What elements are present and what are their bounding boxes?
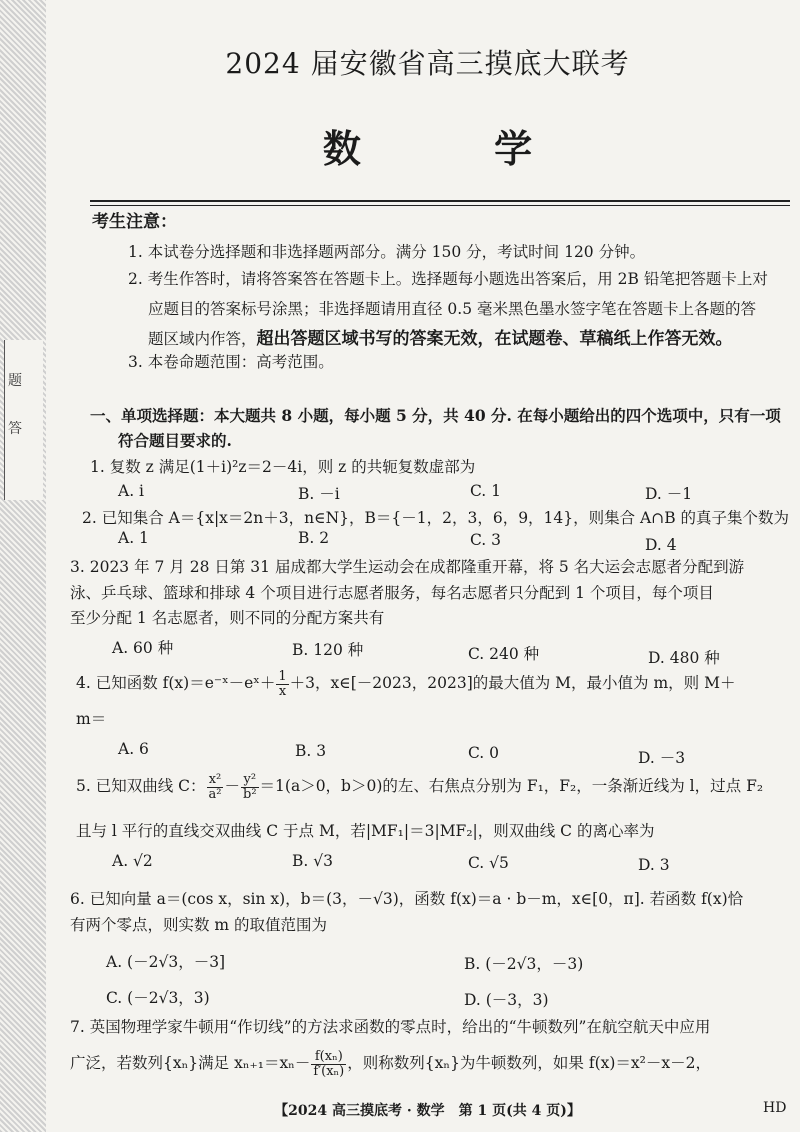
binding-char-da: 答 — [8, 421, 22, 437]
q1-option-c: C. 1 — [470, 482, 502, 500]
q6-option-c: C. (－2√3，3) — [106, 989, 210, 1007]
notice-item-1: 1. 本试卷分选择题和非选择题两部分。满分 150 分，考试时间 120 分钟。 — [128, 243, 646, 261]
q4-option-a: A. 6 — [118, 740, 149, 758]
q6-line-1: 6. 已知向量 a＝(cos x，sin x)，b＝(3，－√3)，函数 f(x)＝a · b－m，x∈[0，π]. 若函数 f(x)恰 — [70, 890, 744, 908]
q2-option-b: B. 2 — [298, 529, 330, 547]
q4-line-2: m＝ — [76, 710, 107, 728]
q7-line-2 — [70, 1050, 711, 1078]
q2-option-d: D. 4 — [645, 536, 677, 554]
binding-char-ti: 题 — [8, 373, 22, 389]
section-1-heading-cont: 符合题目要求的. — [118, 431, 232, 450]
q7-frac-num: f(xₙ) — [311, 1050, 346, 1065]
q3-option-d: D. 480 种 — [648, 649, 720, 667]
q6-line-2: 有两个零点，则实数 m 的取值范围为 — [70, 916, 328, 934]
q5-fraction-y — [241, 773, 259, 801]
q7-frac-den: f′(xₙ) — [313, 1063, 345, 1079]
q6-option-a: A. (－2√3，－3] — [106, 953, 226, 971]
q5-stem — [76, 773, 763, 801]
q7-line-2-post: ，则称数列{xₙ}为牛顿数列，如果 f(x)＝x²－x－2， — [347, 1054, 711, 1073]
q2-option-a: A. 1 — [118, 529, 149, 547]
page-footer: 【2024 高三摸底考 · 数学 第 1 页(共 4 页)】 — [274, 1103, 581, 1119]
q4-option-b: B. 3 — [295, 742, 327, 760]
exam-title: 2024 届安徽省高三摸底大联考 — [225, 47, 630, 80]
q6-option-b: B. (－2√3，－3) — [464, 955, 584, 973]
footer-code: HD — [763, 1100, 787, 1116]
q4-fraction — [276, 670, 288, 698]
q5-frac1-num: x² — [207, 773, 224, 788]
q3-line-3: 至少分配 1 名志愿者，则不同的分配方案共有 — [70, 609, 385, 627]
q5-stem-post: ＝1(a＞0，b＞0)的左、右焦点分别为 F₁，F₂，一条渐近线为 l，过点 F₂ — [259, 777, 764, 796]
q1-stem: 1. 复数 z 满足(1＋i)²z＝2－4i，则 z 的共轭复数虚部为 — [90, 458, 476, 476]
q3-option-a: A. 60 种 — [112, 639, 174, 657]
q5-fraction-x — [207, 773, 224, 801]
subject-title: 数 学 — [322, 126, 593, 171]
q3-option-c: C. 240 种 — [468, 645, 540, 663]
q5-minus: － — [224, 777, 240, 796]
q1-option-a: A. i — [118, 482, 145, 500]
header-rule — [90, 200, 790, 202]
q4-stem-pre: 4. 已知函数 f(x)＝e⁻ˣ－eˣ＋ — [76, 674, 276, 693]
q5-option-c: C. √5 — [468, 854, 509, 872]
notice-warning: 超出答题区域书写的答案无效，在试题卷、草稿纸上作答无效。 — [256, 329, 733, 349]
q7-fraction — [311, 1050, 346, 1078]
q1-option-d: D. －1 — [645, 485, 693, 503]
notice-item-3: 3. 本卷命题范围：高考范围。 — [128, 353, 334, 371]
q7-line-1: 7. 英国物理学家牛顿用“作切线”的方法求函数的零点时，给出的“牛顿数列”在航空航天中应用 — [70, 1018, 711, 1036]
q3-line-1: 3. 2023 年 7 月 28 日第 31 届成都大学生运动会在成都隆重开幕，将 5 名大运会志愿者分配到游 — [70, 558, 745, 576]
q4-option-d: D. －3 — [638, 749, 686, 767]
q6-option-d: D. (－3，3) — [464, 991, 549, 1009]
q4-option-c: C. 0 — [468, 744, 500, 762]
section-1-heading: 一、单项选择题：本大题共 8 小题，每小题 5 分，共 40 分. 在每小题给出的四个选项中，只有一项 — [90, 406, 781, 425]
q5-option-b: B. √3 — [292, 852, 333, 870]
notice-item-2-text: 题区域内作答， — [148, 330, 257, 348]
q5-frac1-den: a² — [208, 786, 222, 802]
notice-item-2-line3 — [148, 329, 733, 349]
q2-option-c: C. 3 — [470, 531, 502, 549]
q7-line-2-pre: 广泛，若数列{xₙ}满足 xₙ₊₁＝xₙ－ — [70, 1054, 311, 1073]
q3-line-2: 泳、乒乓球、篮球和排球 4 个项目进行志愿者服务，每名志愿者只分配到 1 个项目，每个项目 — [70, 584, 714, 602]
notice-item-2-line1: 2. 考生作答时，请将答案答在答题卡上。选择题每小题选出答案后，用 2B 铅笔把答题卡上对 — [128, 270, 768, 288]
q3-option-b: B. 120 种 — [292, 641, 364, 659]
q5-option-d: D. 3 — [638, 856, 670, 874]
q2-stem: 2. 已知集合 A＝{x|x＝2n＋3，n∈N}，B＝{－1，2，3，6，9，14}，则集合 A∩B 的真子集个数为 — [82, 509, 790, 527]
q4-stem-post: ＋3，x∈[－2023，2023]的最大值为 M，最小值为 m，则 M＋ — [289, 674, 736, 693]
q4-stem — [76, 670, 735, 698]
q1-option-b: B. －i — [298, 485, 340, 503]
notice-item-2-line2: 应题目的答案标号涂黑；非选择题请用直径 0.5 毫米黑色墨水签字笔在答题卡上各题的答 — [148, 300, 757, 318]
q5-frac2-den: b² — [243, 786, 257, 802]
header-rule-thin — [90, 205, 790, 206]
q4-frac-den: x — [278, 683, 287, 699]
binding-strip — [0, 0, 46, 1132]
q5-option-a: A. √2 — [112, 852, 153, 870]
q5-frac2-num: y² — [241, 773, 259, 788]
notice-heading: 考生注意： — [92, 212, 177, 232]
q4-frac-num: 1 — [278, 669, 287, 684]
q5-stem-pre: 5. 已知双曲线 C： — [76, 777, 206, 796]
q5-line-2: 且与 l 平行的直线交双曲线 C 于点 M，若|MF₁|＝3|MF₂|，则双曲线 C 的离心率为 — [76, 822, 655, 840]
